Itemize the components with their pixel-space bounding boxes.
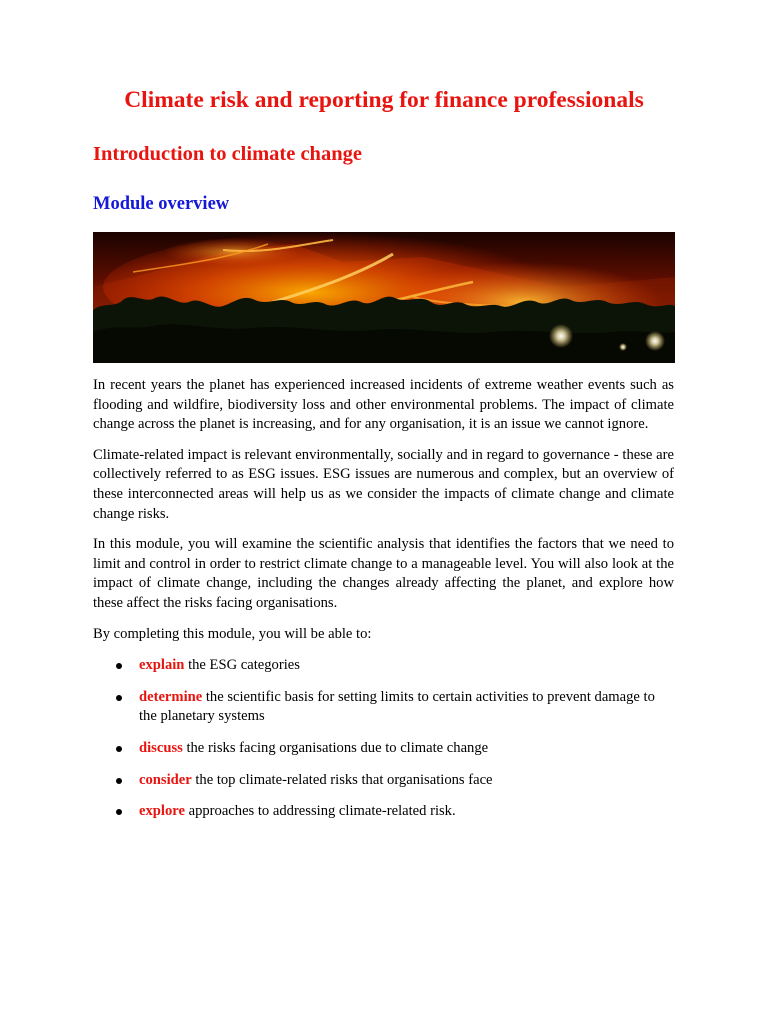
objective-text: the top climate-related risks that organisations face: [191, 771, 493, 788]
list-item: [93, 739, 674, 759]
bullet-icon: [116, 778, 122, 784]
paragraph-1: In recent years the planet has experienced increased incidents of extreme weather events such as flooding and wildfire, biodiversity loss and other environmental problems. The impact of climate change across the planet is increasing, and for any organisation, it is an issue we cannot ignore.: [93, 377, 674, 433]
objective-text: approaches to addressing climate-related risk.: [184, 803, 456, 820]
wildfire-banner-image: [93, 232, 675, 363]
list-item: [93, 771, 674, 791]
objective-verb: explore: [139, 803, 185, 820]
bullet-icon: [116, 746, 122, 752]
objective-verb: discuss: [139, 739, 183, 756]
paragraph-2: Climate-related impact is relevant environmentally, socially and in regard to governance - these are collectively referred to as ESG issues. ESG issues are numerous and complex, but an overview of these interconnected areas will help us as we consider the impacts of climate change and climate change risks.: [93, 446, 674, 522]
objective-verb: determine: [139, 688, 203, 705]
bullet-icon: [116, 663, 122, 669]
objective-verb: consider: [139, 771, 192, 788]
objectives-intro: By completing this module, you will be able to:: [93, 625, 372, 642]
paragraph-3: In this module, you will examine the scientific analysis that identifies the factors that we need to limit and control in order to restrict climate change to a manageable level. You will also look at the impact of climate change, including the changes already affecting the planet, and explore how these affect the risks facing organisations.: [93, 536, 674, 611]
document-body: [93, 376, 674, 834]
bullet-icon: [116, 695, 122, 701]
list-item: [93, 802, 674, 822]
objective-text: the scientific basis for setting limits to certain activities to prevent damage to the planetary systems: [139, 688, 655, 725]
document-title: Climate risk and reporting for finance professionals: [124, 87, 644, 113]
bullet-icon: [116, 809, 122, 815]
list-item: [93, 688, 674, 727]
section-heading: Introduction to climate change: [93, 143, 362, 165]
objective-text: the risks facing organisations due to climate change: [182, 739, 489, 756]
objective-text: the ESG categories: [184, 657, 300, 674]
list-item: [93, 656, 674, 676]
objective-verb: explain: [139, 657, 185, 674]
learning-objectives-list: [93, 656, 674, 822]
subsection-heading: Module overview: [93, 194, 230, 214]
